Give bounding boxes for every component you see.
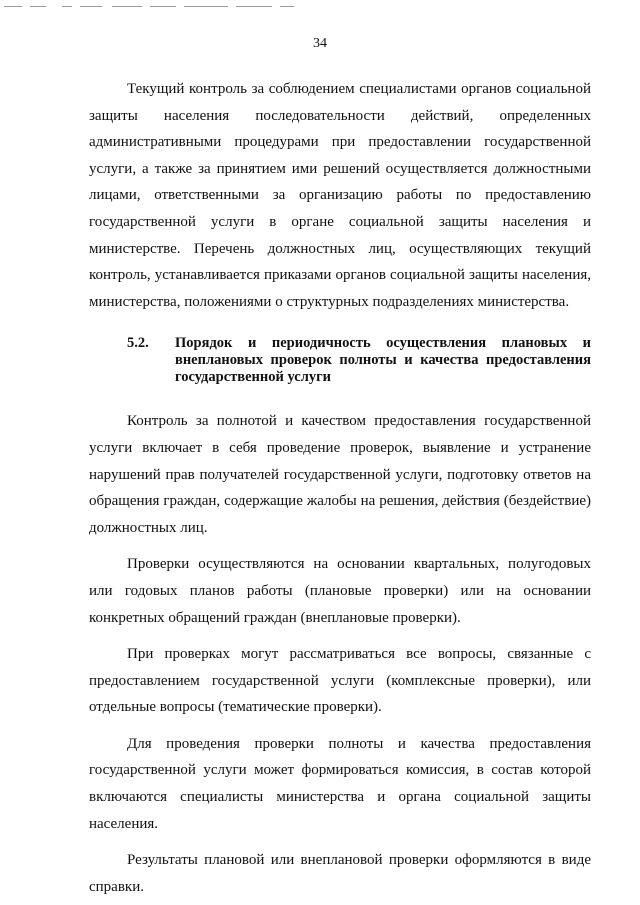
section-heading xyxy=(89,335,591,386)
paragraph: Текущий контроль за соблюдением специалистами органов социальной защиты населения последовательности действий, определенных административными процедурами при предоставлении государственной услуги, а также за принятием ими решений осуществляется должностными лицами, ответственными за организацию работы по предоставлению государственной услуги в органе социальной защиты населения и министерстве. Перечень должностных лиц, осуществляющих текущий контроль, устанавливается приказами органов социальной защиты населения, министерства, положениями о структурных подразделениях министерства. xyxy=(89,81,591,310)
paragraph: Результаты плановой или внеплановой проверки оформляются в виде справки. xyxy=(89,852,591,895)
scan-artifact-line xyxy=(184,6,228,7)
paragraph: Для проведения проверки полноты и качества предоставления государственной услуги может формироваться комиссия, в состав которой включаются специалисты министерства и органа социальной защиты населения. xyxy=(89,735,591,832)
scan-artifact-line xyxy=(280,6,294,7)
document-body xyxy=(89,76,591,900)
section-number: 5.2. xyxy=(127,335,149,352)
section-title: Порядок и периодичность осуществления плановых и внеплановых проверок полноты и качества предоставления государственной услуги xyxy=(175,335,591,386)
scan-artifact-line xyxy=(150,6,176,7)
scan-artifact-line xyxy=(112,6,142,7)
scan-artifact-line xyxy=(4,6,22,7)
paragraph: Проверки осуществляются на основании квартальных, полугодовых или годовых планов работы (плановые проверки) или на основании конкретных обращений граждан (внеплановые проверки). xyxy=(89,556,591,626)
scan-artifact-line xyxy=(62,6,72,7)
scan-artifact-line xyxy=(80,6,102,7)
paragraph: Контроль за полнотой и качеством предоставления государственной услуги включает в себя проведение проверок, выявление и устранение нарушений прав получателей государственной услуги, подготовку ответов на обращения граждан, содержащие жалобы на решения, действия (бездействие) должностных лиц. xyxy=(89,413,591,536)
scan-artifact-line xyxy=(30,6,46,7)
scan-artifact-line xyxy=(236,6,272,7)
paragraph: При проверках могут рассматриваться все вопросы, связанные с предоставлением государственной услуги (комплексные проверки), или отдельные вопросы (тематические проверки). xyxy=(89,646,591,716)
page-number: 34 xyxy=(313,36,327,51)
